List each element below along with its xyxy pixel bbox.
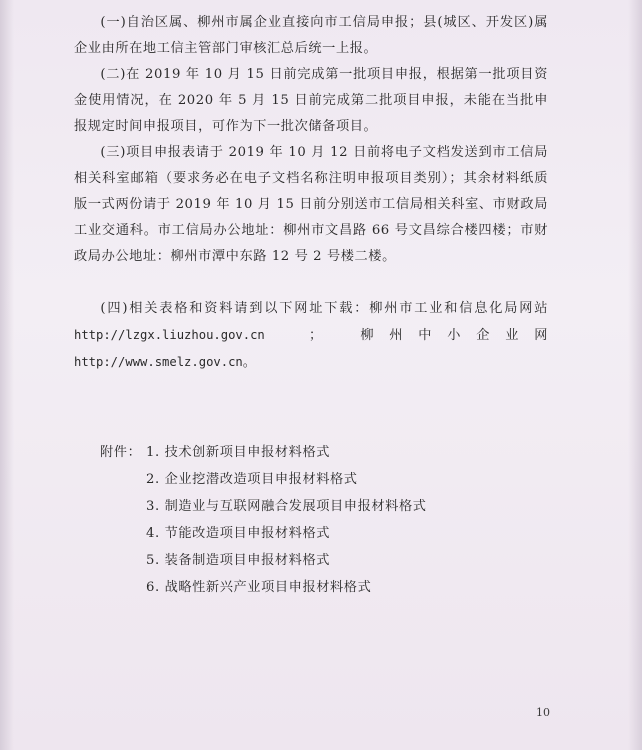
- page-number: 10: [536, 706, 550, 719]
- attachment-item: 2. 企业挖潜改造项目申报材料格式: [146, 472, 358, 487]
- attachment-item: 3. 制造业与互联网融合发展项目申报材料格式: [146, 499, 427, 514]
- scan-shadow-right: [628, 0, 642, 750]
- paragraph-1: [74, 10, 548, 62]
- attachment-item: 1. 技术创新项目申报材料格式: [146, 445, 331, 460]
- attachment-item: 5. 装备制造项目申报材料格式: [146, 553, 331, 568]
- attachment-item: 6. 战略性新兴产业项目申报材料格式: [146, 580, 372, 595]
- sme-network-url[interactable]: http://www.smelz.gov.cn: [74, 355, 243, 369]
- paragraph-3: [74, 140, 548, 270]
- paragraph-2-text: (二)在 2019 年 10 月 15 日前完成第一批项目申报，根据第一批项目资金使用情况，在 2020 年 5 月 15 日前完成第二批项目申报，未能在当批申报规定时间申报项目，可作为下一批次储备项目。: [74, 67, 548, 134]
- paragraph-4-text: (四)相关表格和资料请到以下网址下载：柳州市工业和信息化局网站: [100, 301, 562, 316]
- paragraph-1-text: (一)自治区属、柳州市属企业直接向市工信局申报；县(城区、开发区)属企业由所在地工信主管部门审核汇总后统一上报。: [74, 15, 548, 56]
- paragraph-4-separator: ； 柳州中小企业网: [264, 328, 562, 343]
- attachments-label: 附件：: [100, 445, 142, 460]
- paragraph-4: [74, 296, 562, 376]
- scan-shadow-left: [0, 0, 14, 750]
- attachment-item: 4. 节能改造项目申报材料格式: [146, 526, 331, 541]
- paragraph-2: [74, 62, 548, 140]
- industry-bureau-url[interactable]: http://lzgx.liuzhou.gov.cn: [74, 328, 265, 342]
- attachments-list: [146, 439, 506, 601]
- paragraph-4-end: 。: [242, 355, 257, 370]
- paragraph-3-text: (三)项目申报表请于 2019 年 10 月 12 日前将电子文档发送到市工信局相关科室邮箱（要求务必在电子文档名称注明申报项目类别）；其余材料纸质版一式两份请于 2019 年 10 月 15 日前分别送市工信局相关科室、市财政局工业交通科。市工信局办公地址：柳州市文昌路 66 号文昌综合楼四楼；市财政局办公地址：柳州市潭中东路 12 号 2 号楼二楼。: [74, 145, 548, 264]
